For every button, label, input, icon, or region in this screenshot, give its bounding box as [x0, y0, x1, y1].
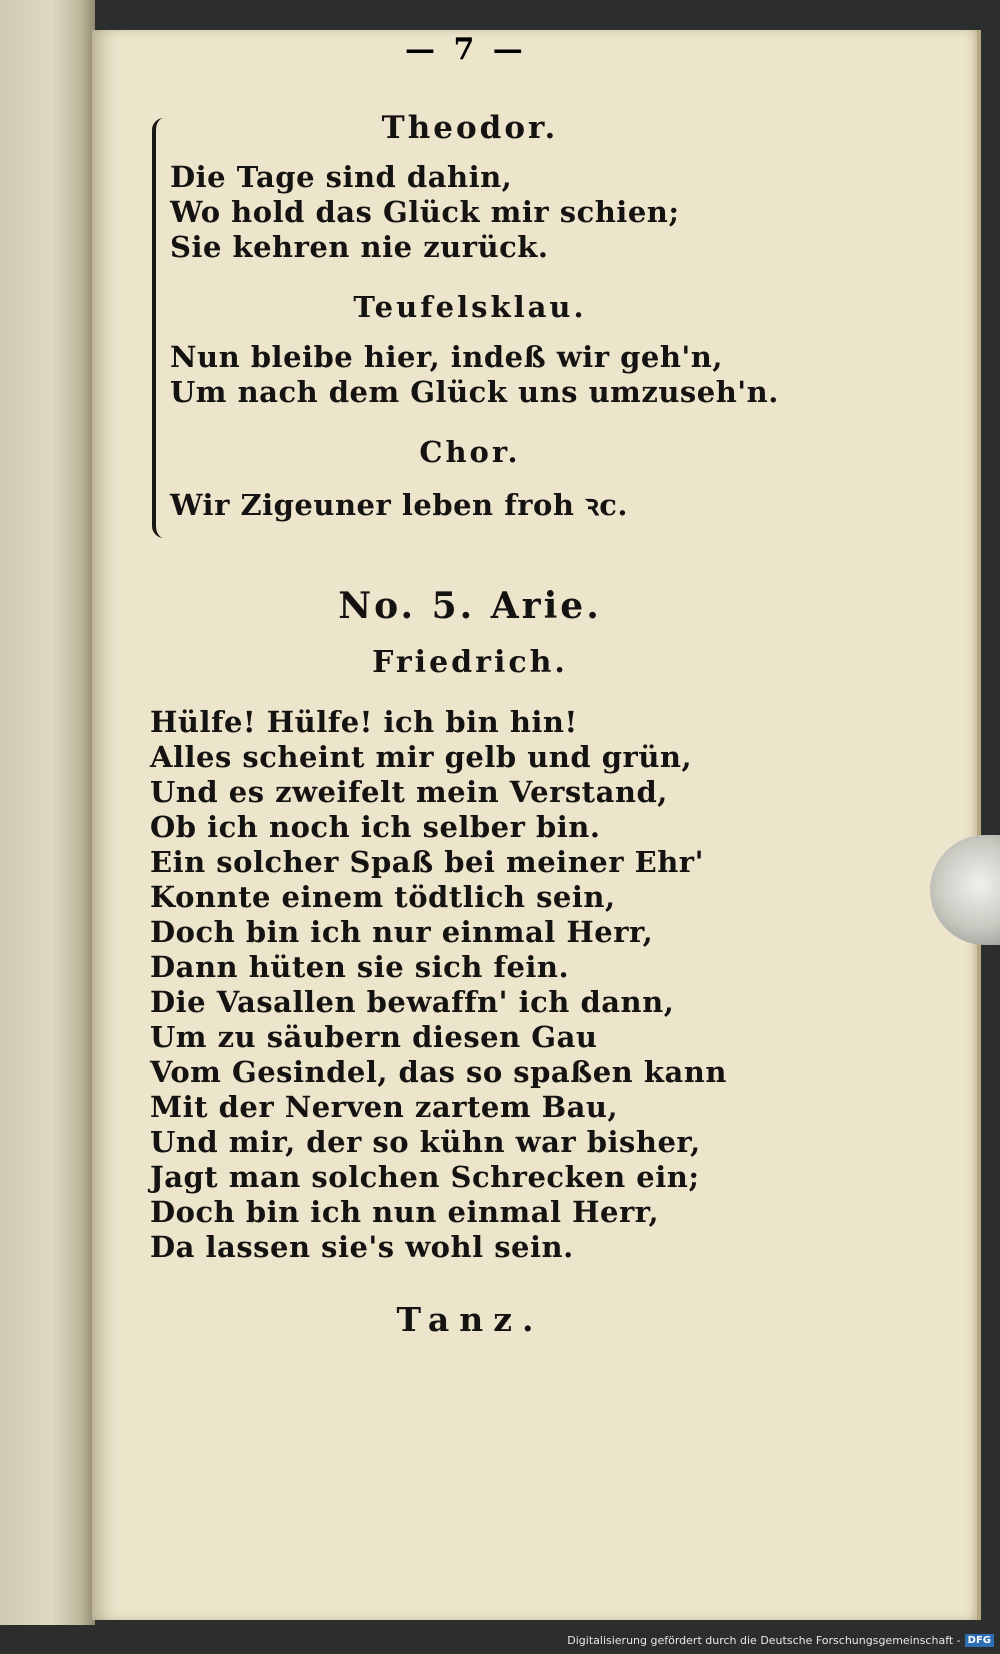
dfg-logo: DFG — [965, 1634, 994, 1647]
verse-line: Wir Zigeuner leben froh ꝛc. — [170, 488, 629, 522]
speaker-bracket — [152, 118, 170, 538]
speaker-friedrich: Friedrich. — [372, 645, 568, 680]
speaker-chor: Chor. — [419, 435, 521, 469]
book-spine — [0, 0, 95, 1625]
verse-line: Alles scheint mir gelb und grün, — [150, 740, 693, 774]
verse-line: Wo hold das Glück mir schien; — [170, 195, 680, 229]
page-number: — 7 — — [405, 32, 527, 67]
verse-line: Konnte einem tödtlich sein, — [150, 880, 616, 914]
verse-line: Ein solcher Spaß bei meiner Ehr' — [150, 845, 704, 879]
verse-line: Vom Gesindel, das so spaßen kann — [150, 1055, 727, 1089]
footer-text: Digitalisierung gefördert durch die Deutsche Forschungsgemeinschaft - — [567, 1633, 961, 1647]
verse-line: Um nach dem Glück uns umzuseh'n. — [170, 375, 779, 409]
verse-line: Dann hüten sie sich fein. — [150, 950, 570, 984]
verse-line: Ob ich noch ich selber bin. — [150, 810, 601, 844]
verse-line: Sie kehren nie zurück. — [170, 230, 549, 264]
digitization-footer — [567, 1630, 994, 1650]
verse-line: Und mir, der so kühn war bisher, — [150, 1125, 701, 1159]
speaker-theodor: Theodor. — [381, 110, 559, 146]
section-tanz: Tanz. — [396, 1300, 544, 1339]
number-title: No. 5. Arie. — [338, 585, 602, 627]
verse-line: Die Vasallen bewaffn' ich dann, — [150, 985, 675, 1019]
verse-line: Doch bin ich nur einmal Herr, — [150, 915, 654, 949]
verse-line: Nun bleibe hier, indeß wir geh'n, — [170, 340, 723, 374]
verse-line: Die Tage sind dahin, — [170, 160, 513, 194]
verse-line: Doch bin ich nun einmal Herr, — [150, 1195, 660, 1229]
verse-line: Mit der Nerven zartem Bau, — [150, 1090, 619, 1124]
speaker-teufelsklau: Teufelsklau. — [353, 290, 587, 324]
verse-line: Da lassen sie's wohl sein. — [150, 1230, 574, 1264]
verse-line: Und es zweifelt mein Verstand, — [150, 775, 668, 809]
verse-line: Hülfe! Hülfe! ich bin hin! — [150, 705, 578, 739]
verse-line: Jagt man solchen Schrecken ein; — [150, 1160, 700, 1194]
verse-line: Um zu säubern diesen Gau — [150, 1020, 598, 1054]
